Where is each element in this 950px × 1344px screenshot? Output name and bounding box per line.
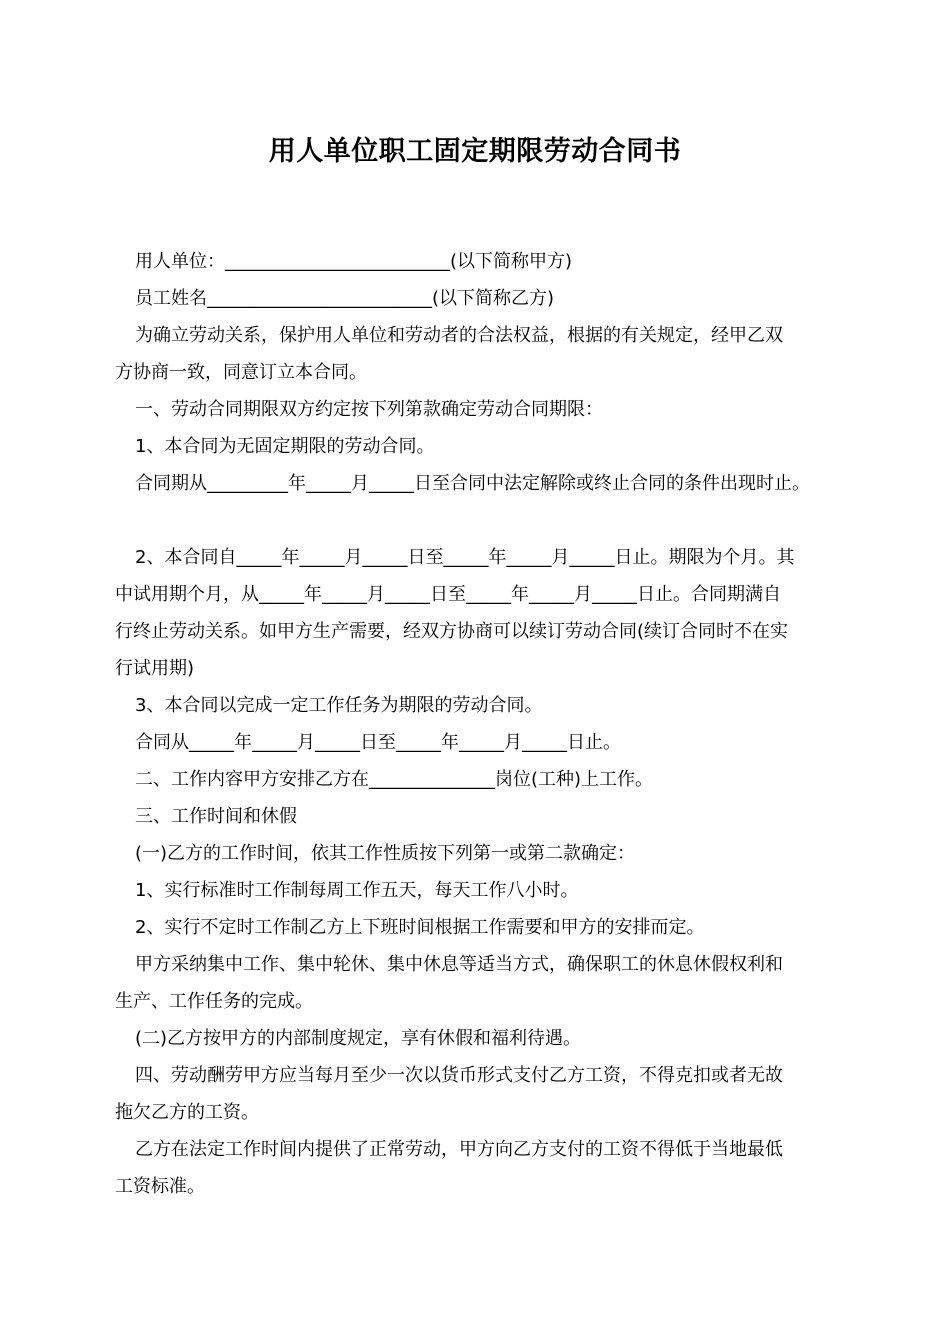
preamble-paragraph: 为确立劳动关系，保护用人单位和劳动者的合法权益，根据的有关规定，经甲乙双 (135, 325, 783, 346)
clause-3-rest-cont: 生产、工作任务的完成。 (115, 991, 313, 1012)
section-1-heading: 一、劳动合同期限双方约定按下列第款确定劳动合同期限： (135, 399, 603, 420)
clause-1-1: 1、本合同为无固定期限的劳动合同。 (135, 436, 435, 457)
section-4-heading-cont: 拖欠乙方的工资。 (115, 1102, 259, 1123)
clause-3-2: (二)乙方按甲方的内部制度规定，享有休假和福利待遇。 (135, 1028, 582, 1049)
section-2-heading: 二、工作内容甲方安排乙方在______________岗位(工种)上工作。 (135, 769, 654, 790)
employer-line: 用人单位：_________________________(以下简称甲方) (135, 251, 573, 272)
employee-line: 员工姓名_________________________(以下简称乙方) (135, 288, 555, 309)
clause-1-2: 2、本合同自_____年_____月_____日至_____年_____月_____日止。期限为个月。其 (135, 547, 795, 568)
clause-1-3: 3、本合同以完成一定工作任务为期限的劳动合同。 (135, 695, 543, 716)
section-4-heading: 四、劳动酬劳甲方应当每月至少一次以货币形式支付乙方工资，不得克扣或者无故 (135, 1065, 783, 1086)
clause-4-wage: 乙方在法定工作时间内提供了正常劳动，甲方向乙方支付的工资不得低于当地最低 (135, 1139, 783, 1160)
clause-1-2-cont-1: 中试用期个月，从_____年_____月_____日至_____年_____月_____日止。合同期满自 (115, 584, 781, 605)
document-body (115, 243, 850, 1205)
clause-4-wage-cont: 工资标准。 (115, 1176, 205, 1197)
clause-1-2-cont-3: 行试用期) (115, 658, 195, 679)
clause-1-3-period: 合同从_____年_____月_____日至_____年_____月_____日止。 (135, 732, 621, 753)
document-title: 用人单位职工固定期限劳动合同书 (268, 136, 682, 167)
preamble-paragraph-cont: 方协商一致，同意订立本合同。 (115, 362, 367, 383)
clause-3-1-2: 2、实行不定时工作制乙方上下班时间根据工作需要和甲方的安排而定。 (135, 917, 705, 938)
clause-1-1-period: 合同期从_________年_____月_____日至合同中法定解除或终止合同的条件出现时止。 (135, 473, 810, 494)
section-3-heading: 三、工作时间和休假 (135, 806, 297, 827)
clause-3-1: (一)乙方的工作时间，依其工作性质按下列第一或第二款确定： (135, 843, 636, 864)
clause-3-rest: 甲方采纳集中工作、集中轮休、集中休息等适当方式，确保职工的休息休假权利和 (135, 954, 783, 975)
clause-3-1-1: 1、实行标准时工作制每周工作五天，每天工作八小时。 (135, 880, 579, 901)
clause-1-2-cont-2: 行终止劳动关系。如甲方生产需要，经双方协商可以续订劳动合同(续订合同时不在实 (115, 621, 789, 642)
blank-line (115, 502, 850, 539)
